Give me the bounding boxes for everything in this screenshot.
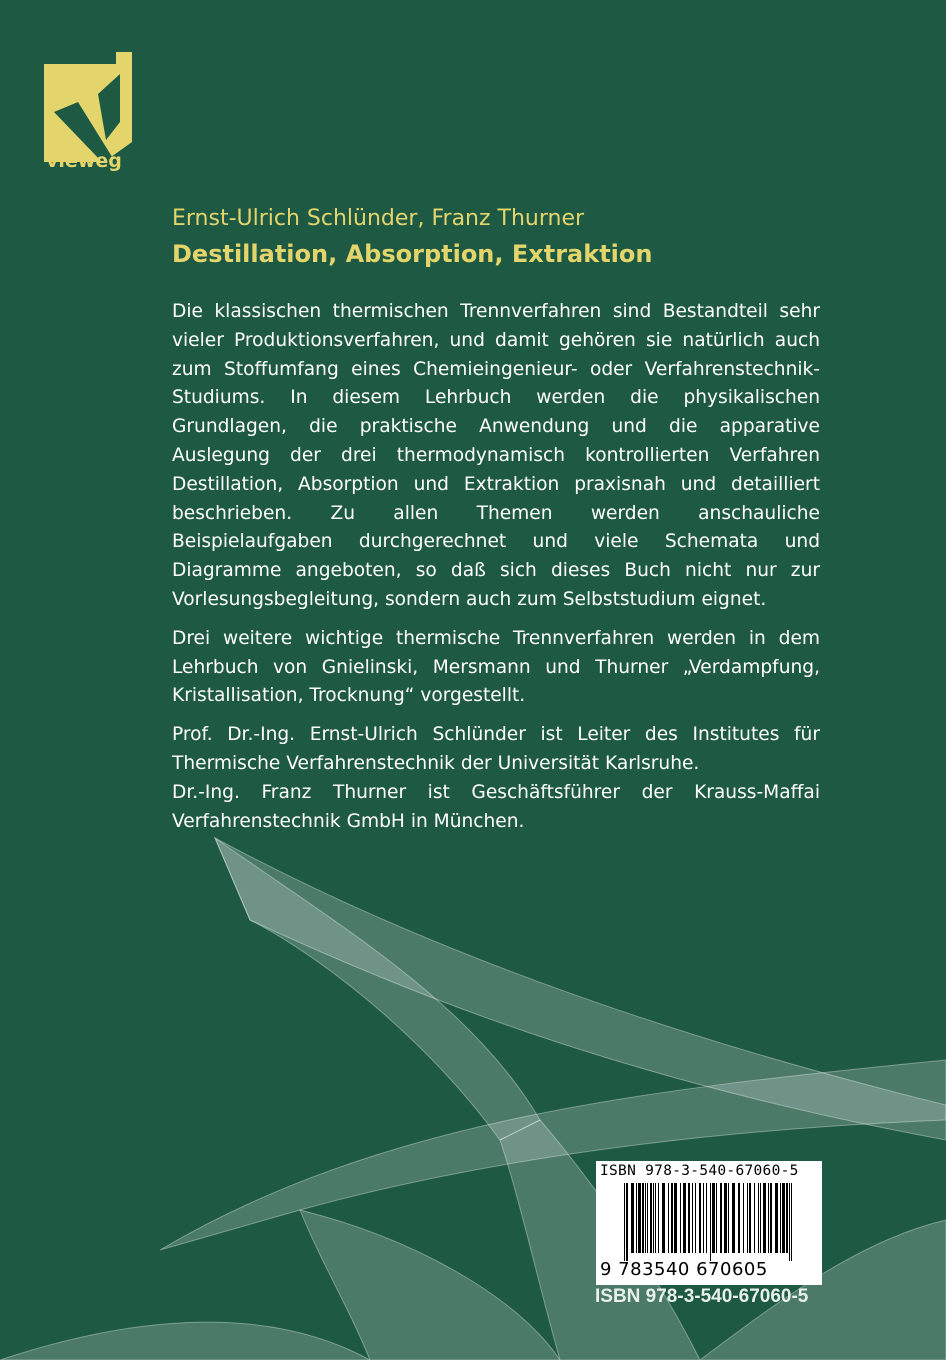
barcode-bar: [768, 1183, 769, 1253]
barcode-bar: [749, 1183, 751, 1253]
blurb: [172, 298, 820, 846]
blurb-paragraph: Die klassischen thermischen Trennverfahren sind Bestandteil sehr vieler Produktionsverfahren, und damit gehören sie natürlich auch zum Stoffumfang eines Chemieingenieur- oder Verfahrenstechnik-Studiums. In diesem Lehrbuch werden die physikalischen Grundlagen, die praktische Anwendung und die apparative Auslegung der drei thermodynamisch kontrollierten Verfahren Destillation, Absorption und Extraktion praxisnah und detailliert beschrieben. Zu allen Themen werden anschauliche Beispielaufgaben durchgerechnet und viele Schemata und Diagramme angeboten, so daß sich dieses Buch nicht nur zur Vorlesungsbegleitung, sondern auch zum Selbststudium eignet.: [172, 301, 820, 610]
barcode-bar: [658, 1183, 659, 1253]
book-title: Destillation, Absorption, Extraktion: [172, 240, 653, 268]
barcode-bar: [655, 1183, 656, 1253]
barcode-bar: [732, 1183, 735, 1253]
barcode-bar: [683, 1183, 686, 1253]
barcode-bar: [699, 1183, 701, 1253]
barcode-bar: [626, 1183, 628, 1261]
barcode-bar: [674, 1183, 677, 1253]
barcode-bar: [650, 1183, 652, 1253]
barcode-bar: [653, 1183, 654, 1253]
barcode-bar: [789, 1183, 790, 1261]
barcode-bar: [775, 1183, 778, 1253]
author-bio: Prof. Dr.-Ing. Ernst-Ulrich Schlünder ist Leiter des Institutes für Thermische Verfahrenstechnik der Universität Karlsruhe.: [172, 724, 820, 774]
isbn-label: ISBN 978-3-540-67060-5: [595, 1286, 809, 1307]
barcode-bar: [738, 1183, 740, 1253]
barcode-digits: 9 783540 670605: [600, 1259, 768, 1280]
barcode-bar: [668, 1183, 669, 1253]
barcode-bar: [754, 1183, 755, 1253]
barcode-bar: [647, 1183, 648, 1253]
barcode-bar: [695, 1183, 696, 1253]
barcode-bar: [645, 1183, 646, 1253]
barcode-bar: [638, 1183, 641, 1253]
barcode-bar: [642, 1183, 644, 1253]
authors: Ernst-Ulrich Schlünder, Franz Thurner: [172, 206, 585, 231]
barcode-bar: [760, 1183, 761, 1253]
barcode-bar: [636, 1183, 637, 1253]
barcode-bar: [680, 1183, 681, 1253]
barcode-bars: [624, 1183, 794, 1261]
barcode-bar: [671, 1183, 673, 1253]
barcode-bar: [720, 1183, 722, 1253]
barcode-bar: [662, 1183, 665, 1253]
barcode-bar: [631, 1183, 634, 1253]
barcode-bar: [688, 1183, 690, 1253]
barcode-bar: [763, 1183, 766, 1253]
barcode-bar: [712, 1183, 715, 1253]
barcode-bar: [786, 1183, 788, 1253]
barcode-bar: [703, 1183, 704, 1253]
barcode-bar: [770, 1183, 772, 1253]
isbn-top: ISBN 978-3-540-67060-5: [600, 1163, 799, 1179]
barcode-bar: [692, 1183, 693, 1253]
blurb-paragraph: Drei weitere wichtige thermische Trennverfahren werden in dem Lehrbuch von Gnielinski, Mersmann und Thurner „Verdampfung, Kristallisation, Trocknung“ vorgestellt.: [172, 627, 820, 707]
barcode-bar: [743, 1183, 744, 1253]
barcode-bar: [710, 1183, 711, 1261]
barcode-bar: [780, 1183, 781, 1253]
barcode: [596, 1161, 822, 1285]
barcode-bar: [782, 1183, 785, 1253]
barcode-bar: [716, 1183, 717, 1253]
barcode-bar: [706, 1183, 707, 1253]
barcode-bar: [624, 1183, 625, 1261]
author-bio: Dr.-Ing. Franz Thurner ist Geschäftsführer der Krauss-Maffai Verfahrenstechnik GmbH in München.: [172, 781, 820, 832]
barcode-bar: [747, 1183, 748, 1253]
barcode-bar: [728, 1183, 729, 1253]
barcode-bar: [758, 1183, 759, 1253]
barcode-bar: [791, 1183, 792, 1261]
publisher-logo-text: vieweg: [46, 150, 122, 172]
barcode-bar: [724, 1183, 727, 1253]
